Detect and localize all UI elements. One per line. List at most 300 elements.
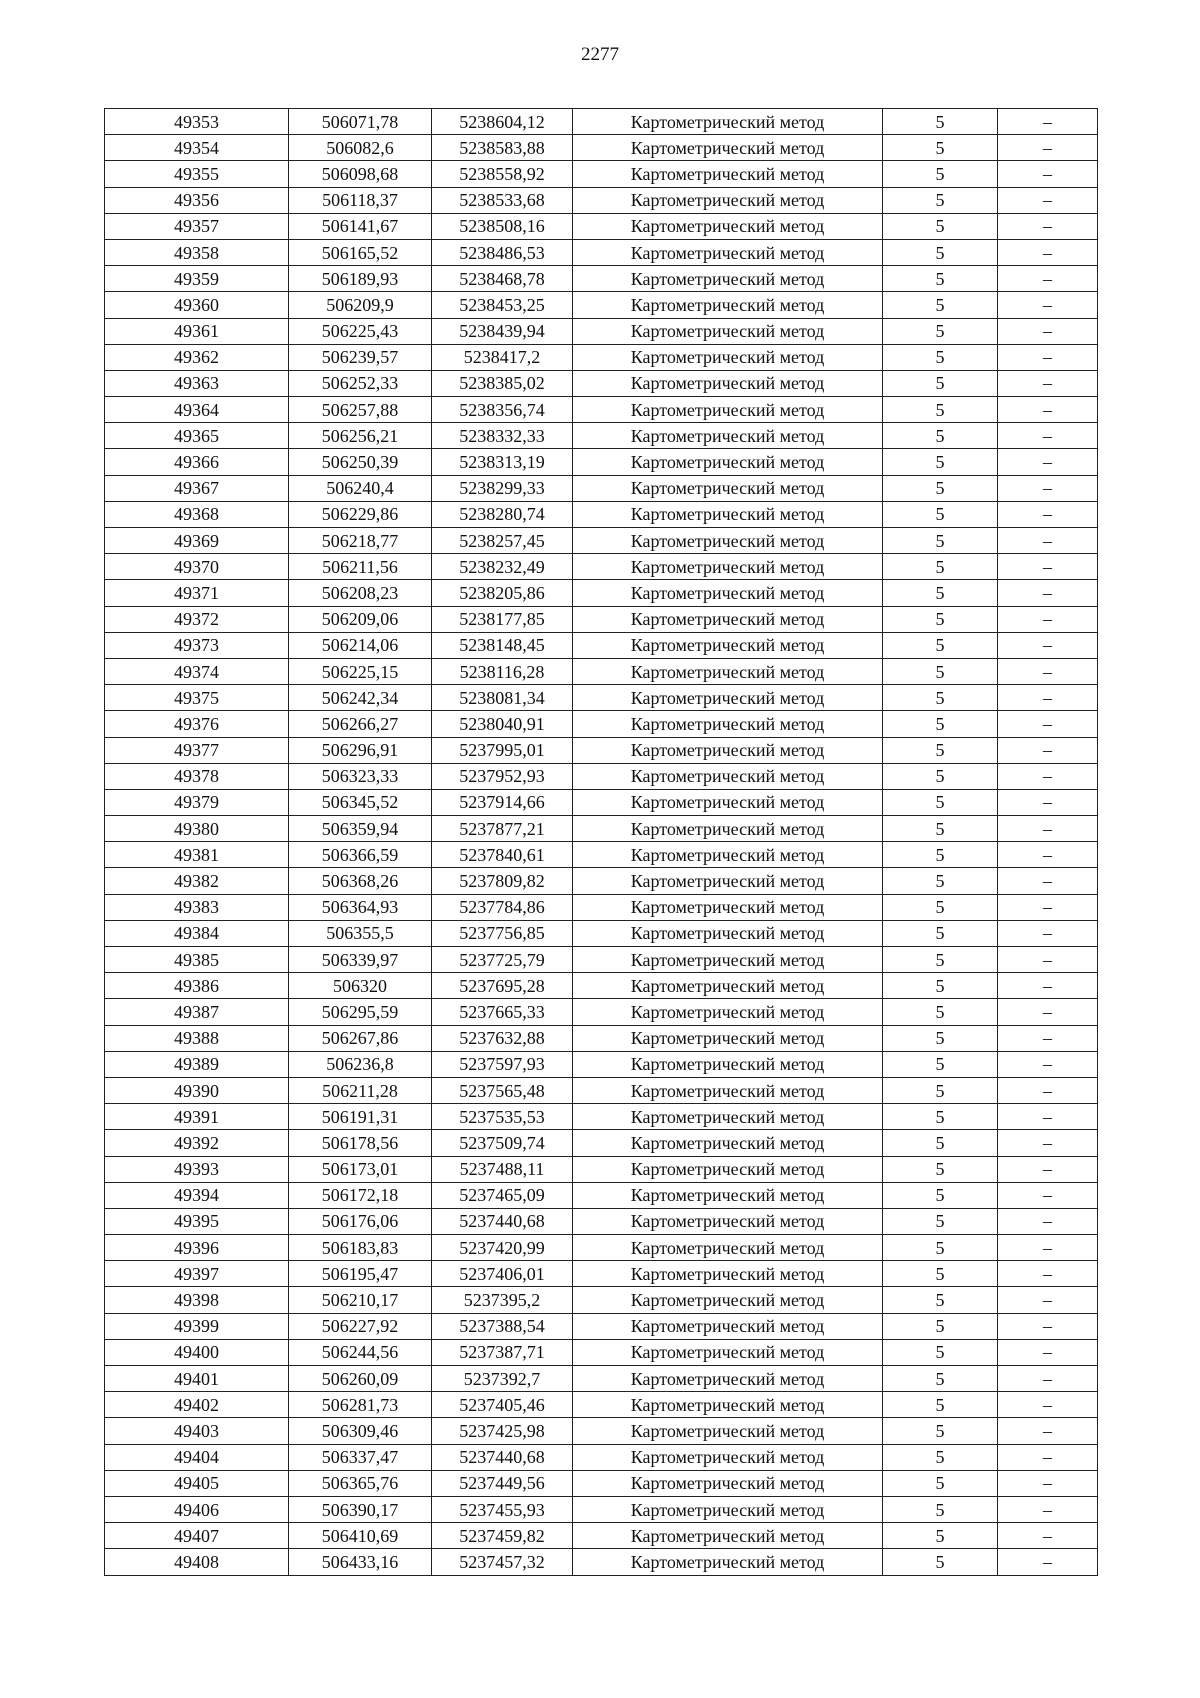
accuracy-cell: 5 — [883, 842, 998, 868]
point-number-cell: 49353 — [105, 109, 289, 135]
y-coordinate-cell: 5237725,79 — [432, 947, 573, 973]
x-coordinate-cell: 506178,56 — [289, 1130, 432, 1156]
note-cell: – — [998, 1077, 1098, 1103]
point-number-cell: 49406 — [105, 1496, 289, 1522]
point-number-cell: 49396 — [105, 1235, 289, 1261]
y-coordinate-cell: 5238177,85 — [432, 606, 573, 632]
note-cell: – — [998, 685, 1098, 711]
table-row — [105, 1418, 1098, 1444]
point-number-cell: 49371 — [105, 580, 289, 606]
x-coordinate-cell: 506211,28 — [289, 1077, 432, 1103]
accuracy-cell: 5 — [883, 528, 998, 554]
table-row — [105, 999, 1098, 1025]
method-cell: Картометрический метод — [573, 1339, 883, 1365]
table-row — [105, 501, 1098, 527]
note-cell: – — [998, 1549, 1098, 1575]
y-coordinate-cell: 5237632,88 — [432, 1025, 573, 1051]
y-coordinate-cell: 5238040,91 — [432, 711, 573, 737]
accuracy-cell: 5 — [883, 973, 998, 999]
point-number-cell: 49404 — [105, 1444, 289, 1470]
x-coordinate-cell: 506189,93 — [289, 266, 432, 292]
point-number-cell: 49405 — [105, 1470, 289, 1496]
table-row — [105, 397, 1098, 423]
method-cell: Картометрический метод — [573, 1470, 883, 1496]
table-row — [105, 109, 1098, 135]
accuracy-cell: 5 — [883, 187, 998, 213]
accuracy-cell: 5 — [883, 1156, 998, 1182]
method-cell: Картометрический метод — [573, 1208, 883, 1234]
y-coordinate-cell: 5238148,45 — [432, 632, 573, 658]
point-number-cell: 49408 — [105, 1549, 289, 1575]
y-coordinate-cell: 5238439,94 — [432, 318, 573, 344]
accuracy-cell: 5 — [883, 1444, 998, 1470]
point-number-cell: 49354 — [105, 135, 289, 161]
table-row — [105, 580, 1098, 606]
note-cell: – — [998, 763, 1098, 789]
y-coordinate-cell: 5238332,33 — [432, 423, 573, 449]
x-coordinate-cell: 506209,9 — [289, 292, 432, 318]
y-coordinate-cell: 5238417,2 — [432, 344, 573, 370]
method-cell: Картометрический метод — [573, 1444, 883, 1470]
accuracy-cell: 5 — [883, 947, 998, 973]
note-cell: – — [998, 554, 1098, 580]
note-cell: – — [998, 1470, 1098, 1496]
x-coordinate-cell: 506355,5 — [289, 920, 432, 946]
method-cell: Картометрический метод — [573, 1051, 883, 1077]
table-row — [105, 1261, 1098, 1287]
note-cell: – — [998, 1156, 1098, 1182]
table-row — [105, 344, 1098, 370]
accuracy-cell: 5 — [883, 737, 998, 763]
table-row — [105, 868, 1098, 894]
table-row — [105, 266, 1098, 292]
accuracy-cell: 5 — [883, 658, 998, 684]
note-cell: – — [998, 999, 1098, 1025]
y-coordinate-cell: 5238313,19 — [432, 449, 573, 475]
point-number-cell: 49382 — [105, 868, 289, 894]
x-coordinate-cell: 506390,17 — [289, 1496, 432, 1522]
x-coordinate-cell: 506165,52 — [289, 239, 432, 265]
note-cell: – — [998, 842, 1098, 868]
note-cell: – — [998, 606, 1098, 632]
accuracy-cell: 5 — [883, 1051, 998, 1077]
table-row — [105, 763, 1098, 789]
accuracy-cell: 5 — [883, 397, 998, 423]
x-coordinate-cell: 506296,91 — [289, 737, 432, 763]
method-cell: Картометрический метод — [573, 920, 883, 946]
accuracy-cell: 5 — [883, 1418, 998, 1444]
x-coordinate-cell: 506364,93 — [289, 894, 432, 920]
x-coordinate-cell: 506191,31 — [289, 1104, 432, 1130]
accuracy-cell: 5 — [883, 449, 998, 475]
accuracy-cell: 5 — [883, 1496, 998, 1522]
x-coordinate-cell: 506250,39 — [289, 449, 432, 475]
method-cell: Картометрический метод — [573, 423, 883, 449]
y-coordinate-cell: 5238280,74 — [432, 501, 573, 527]
table-row — [105, 947, 1098, 973]
method-cell: Картометрический метод — [573, 1549, 883, 1575]
note-cell: – — [998, 1208, 1098, 1234]
method-cell: Картометрический метод — [573, 1523, 883, 1549]
note-cell: – — [998, 213, 1098, 239]
method-cell: Картометрический метод — [573, 397, 883, 423]
point-number-cell: 49366 — [105, 449, 289, 475]
accuracy-cell: 5 — [883, 1392, 998, 1418]
method-cell: Картометрический метод — [573, 606, 883, 632]
point-number-cell: 49358 — [105, 239, 289, 265]
accuracy-cell: 5 — [883, 1366, 998, 1392]
method-cell: Картометрический метод — [573, 685, 883, 711]
method-cell: Картометрический метод — [573, 1025, 883, 1051]
point-number-cell: 49401 — [105, 1366, 289, 1392]
note-cell: – — [998, 632, 1098, 658]
point-number-cell: 49365 — [105, 423, 289, 449]
method-cell: Картометрический метод — [573, 1156, 883, 1182]
method-cell: Картометрический метод — [573, 632, 883, 658]
accuracy-cell: 5 — [883, 1130, 998, 1156]
note-cell: – — [998, 239, 1098, 265]
accuracy-cell: 5 — [883, 1025, 998, 1051]
note-cell: – — [998, 1051, 1098, 1077]
method-cell: Картометрический метод — [573, 1235, 883, 1261]
x-coordinate-cell: 506141,67 — [289, 213, 432, 239]
x-coordinate-cell: 506242,34 — [289, 685, 432, 711]
note-cell: – — [998, 449, 1098, 475]
point-number-cell: 49391 — [105, 1104, 289, 1130]
x-coordinate-cell: 506082,6 — [289, 135, 432, 161]
method-cell: Картометрический метод — [573, 344, 883, 370]
x-coordinate-cell: 506256,21 — [289, 423, 432, 449]
table-row — [105, 1077, 1098, 1103]
accuracy-cell: 5 — [883, 1235, 998, 1261]
x-coordinate-cell: 506365,76 — [289, 1470, 432, 1496]
y-coordinate-cell: 5237488,11 — [432, 1156, 573, 1182]
x-coordinate-cell: 506266,27 — [289, 711, 432, 737]
x-coordinate-cell: 506229,86 — [289, 501, 432, 527]
x-coordinate-cell: 506323,33 — [289, 763, 432, 789]
table-row — [105, 554, 1098, 580]
point-number-cell: 49395 — [105, 1208, 289, 1234]
table-row — [105, 1470, 1098, 1496]
method-cell: Картометрический метод — [573, 266, 883, 292]
point-number-cell: 49389 — [105, 1051, 289, 1077]
table-row — [105, 920, 1098, 946]
y-coordinate-cell: 5237387,71 — [432, 1339, 573, 1365]
point-number-cell: 49368 — [105, 501, 289, 527]
accuracy-cell: 5 — [883, 580, 998, 606]
method-cell: Картометрический метод — [573, 1392, 883, 1418]
point-number-cell: 49397 — [105, 1261, 289, 1287]
table-row — [105, 1025, 1098, 1051]
x-coordinate-cell: 506433,16 — [289, 1549, 432, 1575]
y-coordinate-cell: 5238583,88 — [432, 135, 573, 161]
point-number-cell: 49377 — [105, 737, 289, 763]
coordinates-table-body — [105, 109, 1098, 1576]
note-cell: – — [998, 973, 1098, 999]
table-row — [105, 1156, 1098, 1182]
point-number-cell: 49357 — [105, 213, 289, 239]
accuracy-cell: 5 — [883, 501, 998, 527]
x-coordinate-cell: 506240,4 — [289, 475, 432, 501]
accuracy-cell: 5 — [883, 475, 998, 501]
method-cell: Картометрический метод — [573, 554, 883, 580]
point-number-cell: 49402 — [105, 1392, 289, 1418]
y-coordinate-cell: 5237784,86 — [432, 894, 573, 920]
point-number-cell: 49383 — [105, 894, 289, 920]
note-cell: – — [998, 868, 1098, 894]
y-coordinate-cell: 5237392,7 — [432, 1366, 573, 1392]
method-cell: Картометрический метод — [573, 894, 883, 920]
accuracy-cell: 5 — [883, 632, 998, 658]
note-cell: – — [998, 1392, 1098, 1418]
y-coordinate-cell: 5237509,74 — [432, 1130, 573, 1156]
y-coordinate-cell: 5237455,93 — [432, 1496, 573, 1522]
x-coordinate-cell: 506359,94 — [289, 816, 432, 842]
table-row — [105, 1182, 1098, 1208]
table-row — [105, 475, 1098, 501]
table-row — [105, 239, 1098, 265]
table-row — [105, 1051, 1098, 1077]
y-coordinate-cell: 5237840,61 — [432, 842, 573, 868]
accuracy-cell: 5 — [883, 554, 998, 580]
method-cell: Картометрический метод — [573, 318, 883, 344]
y-coordinate-cell: 5237565,48 — [432, 1077, 573, 1103]
table-row — [105, 973, 1098, 999]
point-number-cell: 49364 — [105, 397, 289, 423]
x-coordinate-cell: 506339,97 — [289, 947, 432, 973]
note-cell: – — [998, 475, 1098, 501]
x-coordinate-cell: 506227,92 — [289, 1313, 432, 1339]
point-number-cell: 49375 — [105, 685, 289, 711]
accuracy-cell: 5 — [883, 1470, 998, 1496]
method-cell: Картометрический метод — [573, 239, 883, 265]
table-row — [105, 449, 1098, 475]
point-number-cell: 49400 — [105, 1339, 289, 1365]
point-number-cell: 49386 — [105, 973, 289, 999]
method-cell: Картометрический метод — [573, 999, 883, 1025]
x-coordinate-cell: 506098,68 — [289, 161, 432, 187]
point-number-cell: 49385 — [105, 947, 289, 973]
point-number-cell: 49370 — [105, 554, 289, 580]
y-coordinate-cell: 5237756,85 — [432, 920, 573, 946]
table-row — [105, 1313, 1098, 1339]
note-cell: – — [998, 161, 1098, 187]
method-cell: Картометрический метод — [573, 1182, 883, 1208]
note-cell: – — [998, 1366, 1098, 1392]
accuracy-cell: 5 — [883, 868, 998, 894]
x-coordinate-cell: 506257,88 — [289, 397, 432, 423]
note-cell: – — [998, 397, 1098, 423]
method-cell: Картометрический метод — [573, 528, 883, 554]
accuracy-cell: 5 — [883, 344, 998, 370]
y-coordinate-cell: 5238356,74 — [432, 397, 573, 423]
y-coordinate-cell: 5237440,68 — [432, 1208, 573, 1234]
note-cell: – — [998, 947, 1098, 973]
table-row — [105, 737, 1098, 763]
note-cell: – — [998, 789, 1098, 815]
point-number-cell: 49376 — [105, 711, 289, 737]
method-cell: Картометрический метод — [573, 973, 883, 999]
x-coordinate-cell: 506236,8 — [289, 1051, 432, 1077]
point-number-cell: 49407 — [105, 1523, 289, 1549]
method-cell: Картометрический метод — [573, 711, 883, 737]
method-cell: Картометрический метод — [573, 501, 883, 527]
note-cell: – — [998, 894, 1098, 920]
x-coordinate-cell: 506320 — [289, 973, 432, 999]
note-cell: – — [998, 1339, 1098, 1365]
point-number-cell: 49394 — [105, 1182, 289, 1208]
note-cell: – — [998, 187, 1098, 213]
table-row — [105, 1208, 1098, 1234]
accuracy-cell: 5 — [883, 161, 998, 187]
y-coordinate-cell: 5238508,16 — [432, 213, 573, 239]
point-number-cell: 49355 — [105, 161, 289, 187]
note-cell: – — [998, 711, 1098, 737]
x-coordinate-cell: 506337,47 — [289, 1444, 432, 1470]
method-cell: Картометрический метод — [573, 109, 883, 135]
y-coordinate-cell: 5237665,33 — [432, 999, 573, 1025]
accuracy-cell: 5 — [883, 239, 998, 265]
table-row — [105, 213, 1098, 239]
table-row — [105, 685, 1098, 711]
y-coordinate-cell: 5238486,53 — [432, 239, 573, 265]
y-coordinate-cell: 5237952,93 — [432, 763, 573, 789]
x-coordinate-cell: 506195,47 — [289, 1261, 432, 1287]
method-cell: Картометрический метод — [573, 1313, 883, 1339]
coordinates-table — [104, 108, 1098, 1576]
y-coordinate-cell: 5237420,99 — [432, 1235, 573, 1261]
accuracy-cell: 5 — [883, 135, 998, 161]
y-coordinate-cell: 5237459,82 — [432, 1523, 573, 1549]
note-cell: – — [998, 1496, 1098, 1522]
method-cell: Картометрический метод — [573, 868, 883, 894]
accuracy-cell: 5 — [883, 213, 998, 239]
method-cell: Картометрический метод — [573, 370, 883, 396]
accuracy-cell: 5 — [883, 711, 998, 737]
note-cell: – — [998, 1235, 1098, 1261]
note-cell: – — [998, 737, 1098, 763]
y-coordinate-cell: 5237695,28 — [432, 973, 573, 999]
x-coordinate-cell: 506309,46 — [289, 1418, 432, 1444]
note-cell: – — [998, 135, 1098, 161]
note-cell: – — [998, 501, 1098, 527]
note-cell: – — [998, 1418, 1098, 1444]
method-cell: Картометрический метод — [573, 789, 883, 815]
table-row — [105, 842, 1098, 868]
table-row — [105, 528, 1098, 554]
y-coordinate-cell: 5237425,98 — [432, 1418, 573, 1444]
table-row — [105, 1339, 1098, 1365]
table-row — [105, 1235, 1098, 1261]
method-cell: Картометрический метод — [573, 1287, 883, 1313]
x-coordinate-cell: 506368,26 — [289, 868, 432, 894]
table-row — [105, 606, 1098, 632]
y-coordinate-cell: 5238299,33 — [432, 475, 573, 501]
y-coordinate-cell: 5238205,86 — [432, 580, 573, 606]
note-cell: – — [998, 1182, 1098, 1208]
point-number-cell: 49369 — [105, 528, 289, 554]
note-cell: – — [998, 1313, 1098, 1339]
point-number-cell: 49367 — [105, 475, 289, 501]
table-row — [105, 1444, 1098, 1470]
table-row — [105, 789, 1098, 815]
method-cell: Картометрический метод — [573, 213, 883, 239]
method-cell: Картометрический метод — [573, 816, 883, 842]
note-cell: – — [998, 423, 1098, 449]
note-cell: – — [998, 1523, 1098, 1549]
table-row — [105, 1496, 1098, 1522]
point-number-cell: 49359 — [105, 266, 289, 292]
table-row — [105, 894, 1098, 920]
note-cell: – — [998, 292, 1098, 318]
x-coordinate-cell: 506172,18 — [289, 1182, 432, 1208]
note-cell: – — [998, 344, 1098, 370]
accuracy-cell: 5 — [883, 763, 998, 789]
accuracy-cell: 5 — [883, 1077, 998, 1103]
accuracy-cell: 5 — [883, 318, 998, 344]
table-row — [105, 423, 1098, 449]
x-coordinate-cell: 506173,01 — [289, 1156, 432, 1182]
note-cell: – — [998, 1025, 1098, 1051]
x-coordinate-cell: 506281,73 — [289, 1392, 432, 1418]
accuracy-cell: 5 — [883, 816, 998, 842]
y-coordinate-cell: 5237440,68 — [432, 1444, 573, 1470]
table-row — [105, 816, 1098, 842]
point-number-cell: 49398 — [105, 1287, 289, 1313]
point-number-cell: 49392 — [105, 1130, 289, 1156]
y-coordinate-cell: 5237395,2 — [432, 1287, 573, 1313]
accuracy-cell: 5 — [883, 920, 998, 946]
method-cell: Картометрический метод — [573, 763, 883, 789]
table-row — [105, 161, 1098, 187]
y-coordinate-cell: 5237457,32 — [432, 1549, 573, 1575]
table-row — [105, 1104, 1098, 1130]
x-coordinate-cell: 506176,06 — [289, 1208, 432, 1234]
note-cell: – — [998, 816, 1098, 842]
point-number-cell: 49373 — [105, 632, 289, 658]
x-coordinate-cell: 506410,69 — [289, 1523, 432, 1549]
x-coordinate-cell: 506244,56 — [289, 1339, 432, 1365]
accuracy-cell: 5 — [883, 1182, 998, 1208]
table-row — [105, 1523, 1098, 1549]
method-cell: Картометрический метод — [573, 737, 883, 763]
method-cell: Картометрический метод — [573, 135, 883, 161]
accuracy-cell: 5 — [883, 606, 998, 632]
method-cell: Картометрический метод — [573, 1077, 883, 1103]
point-number-cell: 49362 — [105, 344, 289, 370]
note-cell: – — [998, 370, 1098, 396]
note-cell: – — [998, 580, 1098, 606]
x-coordinate-cell: 506208,23 — [289, 580, 432, 606]
method-cell: Картометрический метод — [573, 1418, 883, 1444]
note-cell: – — [998, 528, 1098, 554]
method-cell: Картометрический метод — [573, 187, 883, 213]
point-number-cell: 49393 — [105, 1156, 289, 1182]
y-coordinate-cell: 5238232,49 — [432, 554, 573, 580]
accuracy-cell: 5 — [883, 1549, 998, 1575]
accuracy-cell: 5 — [883, 1339, 998, 1365]
accuracy-cell: 5 — [883, 1313, 998, 1339]
y-coordinate-cell: 5237914,66 — [432, 789, 573, 815]
accuracy-cell: 5 — [883, 292, 998, 318]
table-row — [105, 1392, 1098, 1418]
table-row — [105, 1549, 1098, 1575]
point-number-cell: 49379 — [105, 789, 289, 815]
point-number-cell: 49388 — [105, 1025, 289, 1051]
method-cell: Картометрический метод — [573, 1496, 883, 1522]
table-row — [105, 1287, 1098, 1313]
accuracy-cell: 5 — [883, 999, 998, 1025]
